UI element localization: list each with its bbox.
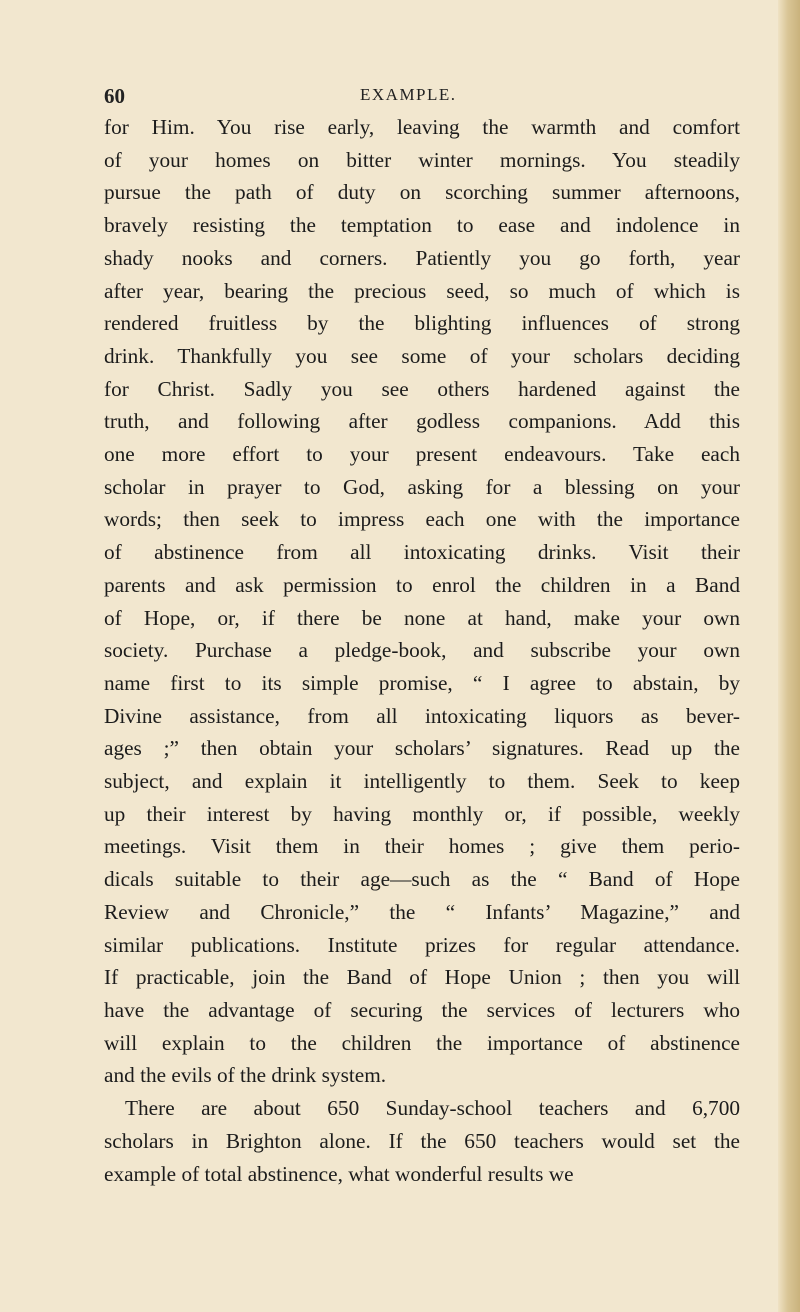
text-line: shady nooks and corners. Patiently you go forth, year (104, 245, 740, 270)
text-line: bravely resisting the temptation to ease and indolence in (104, 213, 740, 238)
text-line: pursue the path of duty on scorching summer afternoons, (104, 180, 740, 205)
text-line: Divine assistance, from all intoxicating liquors as bever- (104, 703, 740, 728)
text-line: of your homes on bitter winter mornings. You steadily (104, 147, 740, 172)
text-line: meetings. Visit them in their homes ; give them perio- (104, 834, 740, 859)
running-head: EXAMPLE. (360, 85, 457, 104)
page-edge-shadow (778, 0, 800, 1312)
text-line: will explain to the children the importance of abstinence (104, 1030, 740, 1055)
text-line: for Him. You rise early, leaving the warmth and comfort (104, 115, 740, 139)
text-line: scholars in Brighton alone. If the 650 teachers would set the (104, 1128, 740, 1153)
text-line: example of total abstinence, what wonderful results we (104, 1161, 574, 1186)
text-line: If practicable, join the Band of Hope Union ; then you will (104, 965, 740, 990)
text-line: words; then seek to impress each one with the importance (104, 507, 740, 532)
text-line: up their interest by having monthly or, if possible, weekly (104, 801, 740, 826)
text-line: of Hope, or, if there be none at hand, make your own (104, 605, 740, 630)
text-line: subject, and explain it intelligently to them. Seek to keep (104, 769, 740, 794)
text-line: truth, and following after godless companions. Add this (104, 409, 740, 434)
text-line: one more effort to your present endeavours. Take each (104, 442, 740, 467)
text-line: after year, bearing the precious seed, so much of which is (104, 278, 740, 303)
text-line-paragraph-end: and the evils of the drink system. (104, 1063, 387, 1088)
text-line: drink. Thankfully you see some of your scholars deciding (104, 343, 740, 368)
text-line: parents and ask permission to enrol the children in a Band (104, 572, 740, 597)
text-line: rendered fruitless by the blighting influences of strong (104, 311, 740, 336)
text-line: ages ;” then obtain your scholars’ signatures. Read up the (104, 736, 740, 761)
text-line: scholar in prayer to God, asking for a blessing on your (104, 474, 740, 499)
text-line: name first to its simple promise, “ I agree to abstain, by (104, 670, 740, 695)
text-line-paragraph-start: There are about 650 Sunday-school teachers and 6,700 (125, 1096, 740, 1121)
body-text (104, 111, 740, 1190)
text-line: similar publications. Institute prizes for regular attendance. (104, 932, 740, 957)
text-line: for Christ. Sadly you see others hardened against the (104, 376, 740, 401)
text-line: society. Purchase a pledge-book, and subscribe your own (104, 638, 740, 663)
text-line: dicals suitable to their age—such as the “ Band of Hope (104, 867, 740, 892)
text-line: of abstinence from all intoxicating drinks. Visit their (104, 540, 740, 565)
text-line: Review and Chronicle,” the “ Infants’ Magazine,” and (104, 899, 740, 924)
text-line: have the advantage of securing the services of lecturers who (104, 997, 740, 1022)
page-number: 60 (104, 84, 125, 108)
page-header (104, 84, 734, 108)
